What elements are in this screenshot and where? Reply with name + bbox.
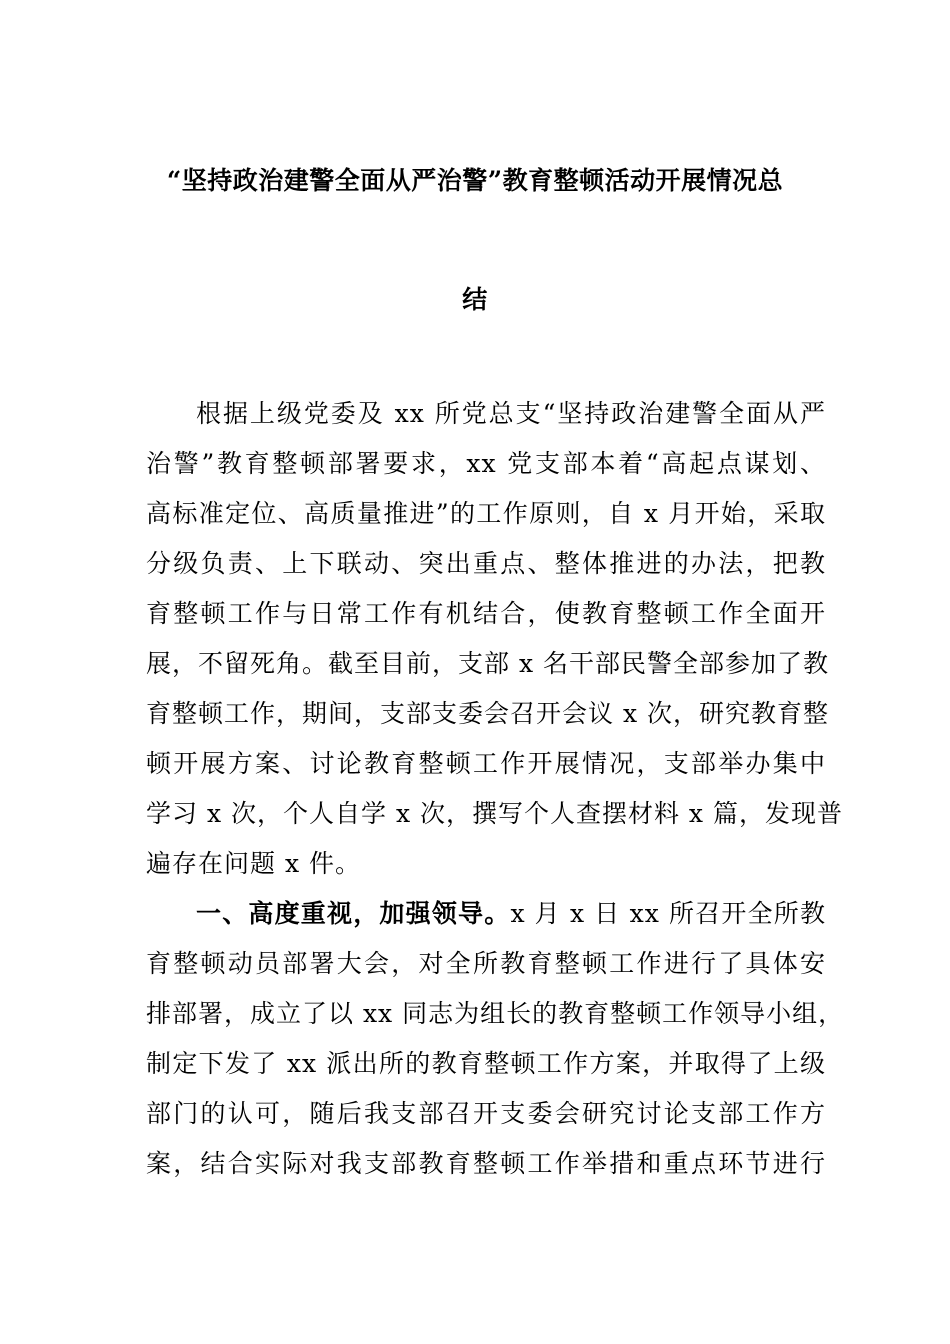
- paragraph-line: 展，不留死角。截至目前，支部 x 名干部民警全部参加了教: [146, 649, 829, 678]
- section-1-line: 排部署，成立了以 xx 同志为组长的教育整顿工作领导小组，: [146, 999, 845, 1028]
- section-1-heading: 一、高度重视，加强领导。: [196, 899, 511, 928]
- paragraph-line: 高标准定位、高质量推进”的工作原则，自 x 月开始，采取: [146, 499, 826, 528]
- paragraph-line: 治警”教育整顿部署要求，xx 党支部本着“高起点谋划、: [146, 449, 826, 478]
- section-1-first-line: [196, 896, 826, 932]
- section-1-line: 制定下发了 xx 派出所的教育整顿工作方案，并取得了上级: [146, 1049, 826, 1078]
- paragraph-line: 分级负责、上下联动、突出重点、整体推进的办法，把教: [146, 549, 826, 578]
- paragraph-line: 遍存在问题 x 件。: [146, 849, 361, 878]
- section-1-line: 育整顿动员部署大会，对全所教育整顿工作进行了具体安: [146, 949, 826, 978]
- document-title-line-2: 结: [462, 285, 488, 314]
- paragraph-line: 育整顿工作与日常工作有机结合，使教育整顿工作全面开: [146, 599, 826, 628]
- document-title-line-1: “坚持政治建警全面从严治警”教育整顿活动开展情况总: [166, 166, 784, 195]
- paragraph-line: 顿开展方案、讨论教育整顿工作开展情况，支部举办集中: [146, 749, 826, 778]
- section-1-line: 案，结合实际对我支部教育整顿工作举措和重点环节进行: [146, 1149, 826, 1178]
- section-1-first-line-text: x 月 x 日 xx 所召开全所教: [510, 899, 826, 928]
- paragraph-line: 根据上级党委及 xx 所党总支“坚持政治建警全面从严: [196, 399, 826, 428]
- paragraph-line: 学习 x 次，个人自学 x 次，撰写个人查摆材料 x 篇，发现普: [146, 799, 843, 828]
- section-1-line: 部门的认可，随后我支部召开支委会研究讨论支部工作方: [146, 1099, 826, 1128]
- paragraph-line: 育整顿工作，期间，支部支委会召开会议 x 次，研究教育整: [146, 699, 829, 728]
